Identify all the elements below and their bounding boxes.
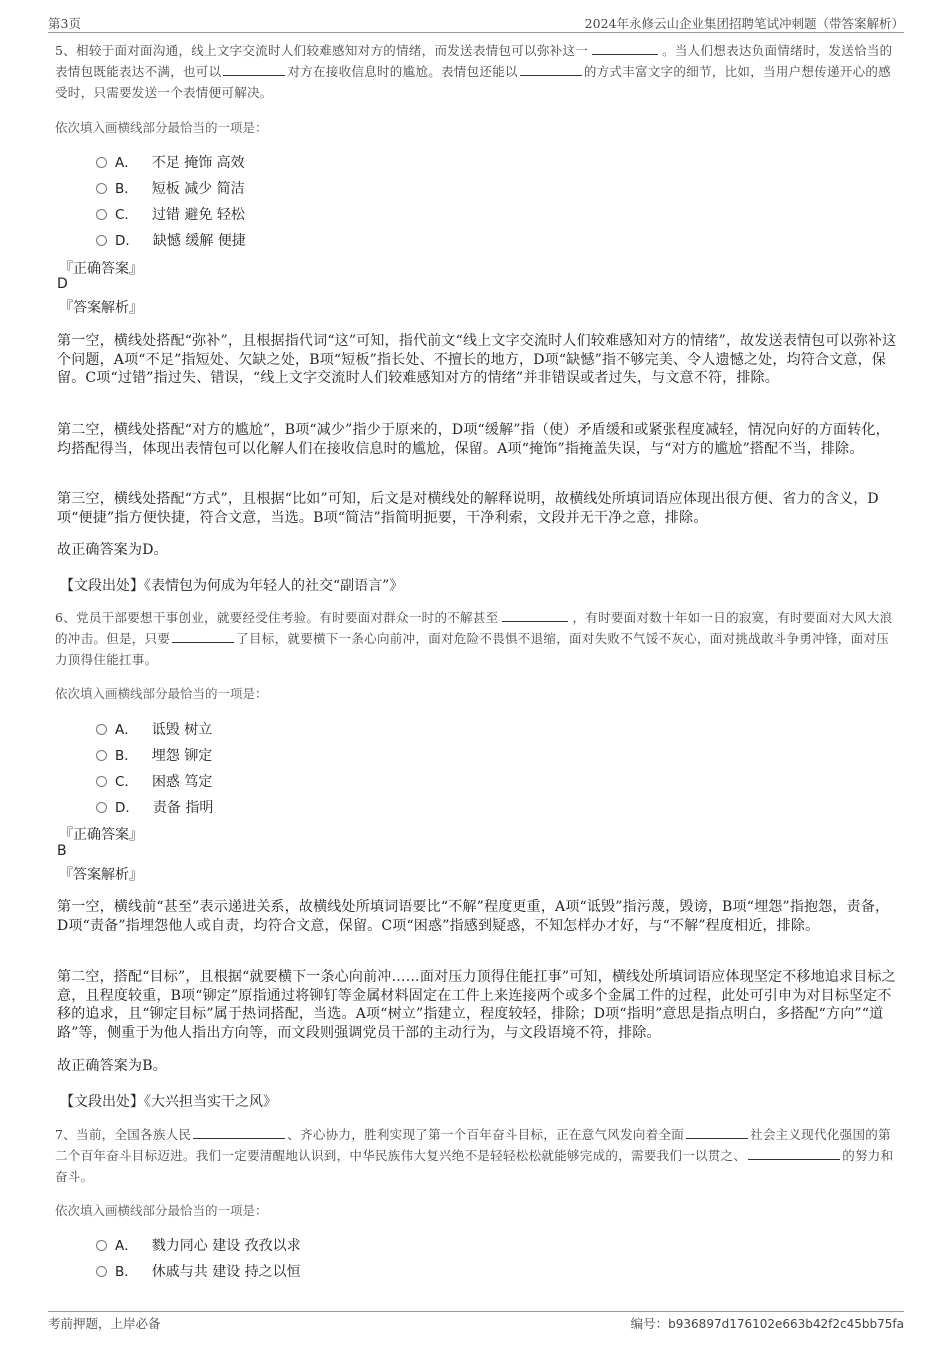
q5-option-b[interactable]: B． 短板 减少 简洁: [96, 177, 245, 197]
document-title: 2024年永修云山企业集团招聘笔试冲刺题（带答案解析）: [584, 16, 904, 31]
question-5-stem: 5、相较于面对面沟通，线上文字交流时人们较难感知对方的情绪，而发送表情包可以弥补这一 。当人们想表达负面情绪时，发送恰当的表情包既能表达不满，也可以 对方在接收信息时的尴尬。表情包还能以 的方式丰富文字的细节，比如，当用户想传递开心的感受时，只需要发送一个表情便可解决。: [55, 40, 897, 103]
answer-label: 『正确答案』: [59, 827, 143, 843]
q5-option-c[interactable]: C． 过错 避免 轻松: [96, 203, 245, 223]
header-divider: [48, 32, 904, 33]
page-header: [48, 14, 904, 34]
page-number: 第3页: [48, 16, 81, 31]
question-6-stem: 6、党员干部要想干事创业，就要经受住考验。有时要面对群众一时的不解甚至 ，有时要面对数十年如一日的寂寞，有时要面对大风大浪的冲击。但是，只要 了目标，就要横下一条心向前冲，面对危险不畏惧不退缩，面对失败不气馁不灰心，面对挑战敢斗争勇冲锋，面对压力顶得住能扛事。: [55, 607, 897, 670]
radio-icon[interactable]: [96, 776, 107, 787]
blank-1: [592, 40, 658, 55]
blank-1: [502, 607, 568, 622]
radio-icon[interactable]: [96, 209, 107, 220]
radio-icon[interactable]: [96, 1240, 107, 1251]
analysis-label: 『答案解析』: [59, 300, 143, 316]
radio-icon[interactable]: [96, 157, 107, 168]
blank-1: [193, 1124, 285, 1139]
footer-divider: [48, 1311, 904, 1312]
q7-option-a[interactable]: A． 戮力同心 建设 孜孜以求: [96, 1234, 301, 1254]
question-prompt: 依次填入画横线部分最恰当的一项是：: [55, 1203, 268, 1218]
blank-2: [172, 628, 234, 643]
source-citation: 【文段出处】《大兴担当实干之风》: [60, 1094, 277, 1110]
blank-3: [748, 1145, 840, 1160]
analysis-paragraph: 第二空，搭配“目标”，且根据“就要横下一条心向前冲……面对压力顶得住能扛事”可知，横线处所填词语应体现坚定不移地追求目标之意，且程度较重，B项“铆定”原指通过将铆钉等金属材料固定在工件上来连接两个或多个金属工件的过程，此处可引申为对目标坚定不移的追求，且“铆定目标”属于热词搭配，当选。A项“树立”指建立，程度较轻，排除；D项“指明”意思是指点明白，多搭配“方向”“道路”等，侧重于为他人指出方向等，而文段则强调党员干部的主动行为，与文段语境不符，排除。: [57, 969, 896, 1041]
answer-value: D: [57, 276, 68, 292]
answer-value: B: [57, 843, 67, 859]
source-citation: 【文段出处】《表情包为何成为年轻人的社交“副语言”》: [60, 578, 404, 594]
answer-label: 『正确答案』: [59, 261, 143, 277]
document-id: 编号：b936897d176102e663b42f2c45bb75fa: [630, 1316, 904, 1331]
radio-icon[interactable]: [96, 183, 107, 194]
question-prompt: 依次填入画横线部分最恰当的一项是：: [55, 686, 268, 701]
q5-option-d[interactable]: D． 缺憾 缓解 便捷: [96, 229, 246, 249]
q6-option-b[interactable]: B． 埋怨 铆定: [96, 744, 212, 764]
q6-option-d[interactable]: D． 责备 指明: [96, 796, 213, 816]
analysis-paragraph: 第三空，横线处搭配“方式”，且根据“比如”可知，后文是对横线处的解释说明，故横线处所填词语应体现出很方便、省力的含义，D项“便捷”指方便快捷，符合文意，当选。B项“简洁”指简明扼要，干净利索，文段并无干净之意，排除。: [57, 491, 879, 526]
analysis-label: 『答案解析』: [59, 867, 143, 883]
q6-option-c[interactable]: C． 困惑 笃定: [96, 770, 212, 790]
radio-icon[interactable]: [96, 802, 107, 813]
blank-3: [520, 61, 582, 76]
footer-slogan: 考前押题，上岸必备: [48, 1316, 161, 1331]
blank-2: [686, 1124, 748, 1139]
analysis-paragraph: 第一空，横线处搭配“弥补”，且根据指代词“这”可知，指代前文“线上文字交流时人们较难感知对方的情绪”，故发送表情包可以弥补这个问题，A项“不足”指短处、欠缺之处，B项“短板”指长处、不擅长的地方，D项“缺憾”指不够完美、令人遗憾之处，均符合文意，保留。C项“过错”指过失、错误，“线上文字交流时人们较难感知对方的情绪”并非错误或者过失，与文意不符，排除。: [57, 333, 897, 386]
q6-option-a[interactable]: A． 诋毁 树立: [96, 718, 212, 738]
conclusion: 故正确答案为D。: [57, 542, 168, 558]
radio-icon[interactable]: [96, 1266, 107, 1277]
conclusion: 故正确答案为B。: [57, 1058, 167, 1074]
q7-option-b[interactable]: B． 休戚与共 建设 持之以恒: [96, 1260, 301, 1280]
q5-option-a[interactable]: A． 不足 掩饰 高效: [96, 151, 245, 171]
radio-icon[interactable]: [96, 724, 107, 735]
radio-icon[interactable]: [96, 750, 107, 761]
blank-2: [223, 61, 285, 76]
analysis-paragraph: 第二空，横线处搭配“对方的尴尬”，B项“减少”指少于原来的，D项“缓解”指（使）矛盾缓和或紧张程度减轻，情况向好的方面转化，均搭配得当，体现出表情包可以化解人们在接收信息时的尴尬，保留。A项“掩饰”指掩盖失误，与“对方的尴尬”搭配不当，排除。: [57, 422, 890, 457]
radio-icon[interactable]: [96, 235, 107, 246]
question-7-stem: 7、当前，全国各族人民 、齐心协力，胜利实现了第一个百年奋斗目标，正在意气风发向着全面 社会主义现代化强国的第二个百年奋斗目标迈进。我们一定要清醒地认识到，中华民族伟大复兴绝不是轻轻松松就能够完成的，需要我们一以贯之、 的努力和奋斗。: [55, 1124, 897, 1187]
question-prompt: 依次填入画横线部分最恰当的一项是：: [55, 120, 268, 135]
analysis-paragraph: 第一空，横线前“甚至”表示递进关系，故横线处所填词语要比“不解”程度更重，A项“诋毁”指污蔑，毁谤，B项“埋怨”指抱怨，责备，D项“责备”指埋怨他人或自责，均符合文意，保留。C项“困惑”指感到疑惑，不知怎样办才好，与“不解”程度相近，排除。: [57, 899, 890, 934]
